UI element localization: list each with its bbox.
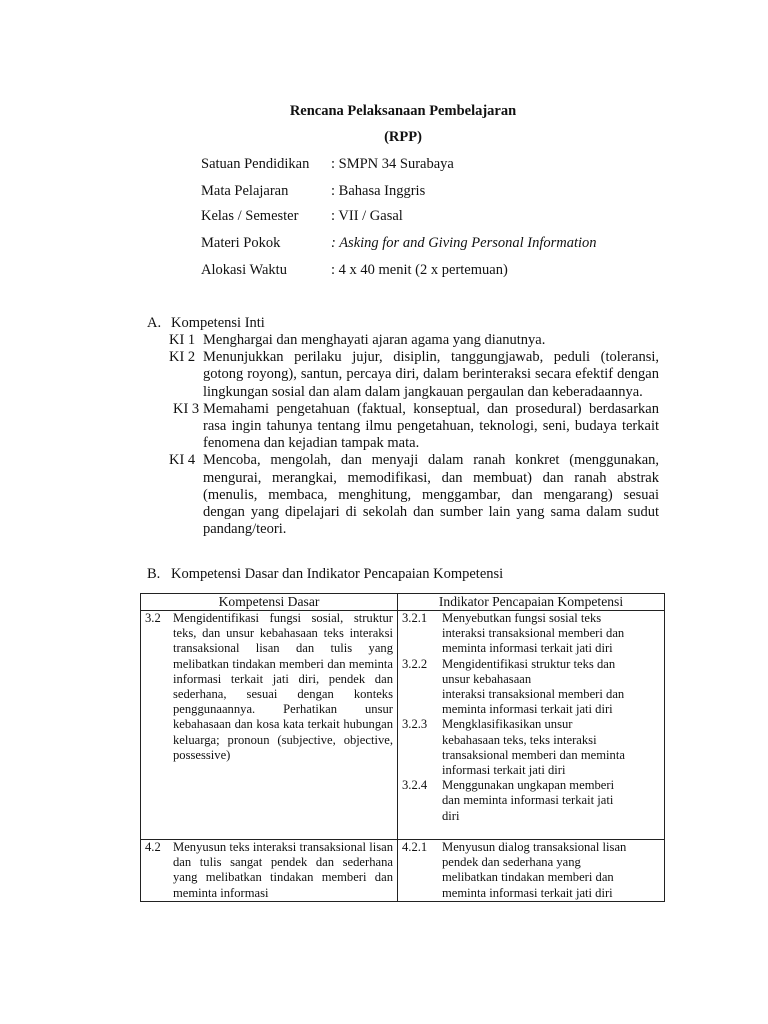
section-letter: A. [147, 315, 162, 331]
indicator-line: Menyusun dialog transaksional lisan [442, 840, 627, 854]
kd-cell [141, 611, 398, 840]
indicator-number: 3.2.1 [402, 611, 428, 625]
info-label: Kelas / Semester [201, 208, 299, 224]
kompetensi-inti-list [147, 332, 659, 538]
ki-item [147, 349, 659, 401]
info-value: : 4 x 40 menit (2 x pertemuan) [331, 262, 508, 278]
indicator-line: transaksional memberi dan meminta [442, 747, 625, 762]
section-title: Kompetensi Dasar dan Indikator Pencapaian Kompetensi [171, 566, 504, 582]
indicator-line: Menggunakan ungkapan memberi [442, 778, 615, 793]
section-b-heading [147, 566, 503, 583]
table-row [141, 611, 665, 840]
indicator-line: pendek dan sederhana yang [442, 855, 581, 870]
indicator-line: Mengklasifikasikan unsur [442, 717, 573, 732]
indicator-line: Mengidentifikasi struktur teks dan [442, 656, 616, 671]
indicator-number: 3.2.2 [402, 656, 428, 671]
ki-item [147, 401, 659, 453]
ki-text: Menghargai dan menghayati ajaran agama yang dianutnya. [203, 332, 546, 348]
indicator-line: meminta informasi terkait jati diri [442, 641, 613, 656]
ki-item [147, 332, 659, 349]
indicator-entry [402, 657, 660, 718]
indicator-entry [402, 840, 660, 901]
indicator-line: interaksi transaksional memberi dan [442, 687, 625, 702]
ki-number: KI 1 [169, 332, 196, 348]
table-header-kd: Kompetensi Dasar [141, 594, 398, 611]
info-label: Mata Pelajaran [201, 183, 289, 199]
indicator-line: meminta informasi terkait jati diri [442, 702, 613, 717]
indicator-cell [398, 840, 665, 902]
document-subtitle: (RPP) [384, 129, 422, 145]
indicator-number: 4.2.1 [402, 840, 428, 854]
indicator-entry [402, 717, 660, 778]
info-label: Materi Pokok [201, 235, 281, 251]
ki-number: KI 2 [169, 349, 196, 366]
info-value: : VII / Gasal [331, 208, 403, 224]
info-value: : SMPN 34 Surabaya [331, 156, 454, 172]
kd-number: 3.2 [145, 611, 161, 625]
indicator-number: 3.2.4 [402, 778, 428, 793]
kd-number: 4.2 [145, 840, 161, 854]
indicator-line: meminta informasi terkait jati diri [442, 885, 613, 900]
ki-number: KI 4 [169, 452, 196, 469]
indicator-line: dan meminta informasi terkait jati [442, 793, 614, 808]
indicator-entry [402, 611, 660, 657]
kd-cell [141, 840, 398, 902]
indicator-line: interaksi transaksional memberi dan [442, 626, 625, 641]
info-value: : Bahasa Inggris [331, 183, 426, 199]
table-header-row [141, 594, 665, 611]
section-title: Kompetensi Inti [171, 315, 265, 331]
indicator-cell [398, 611, 665, 840]
indicator-line: melibatkan tindakan memberi dan [442, 870, 614, 885]
indicator-number: 3.2.3 [402, 717, 428, 732]
kompetensi-table [140, 593, 665, 902]
ki-text: Mencoba, mengolah, dan menyaji dalam ranah konkret (menggunakan, mengurai, merangkai, memodifikasi, dan membuat) dan ranah abstrak (menulis, membaca, menghitung, menggambar, dan mengarang) sesuai dengan yang dipelajari di sekolah dan sumber lain yang sama dalam sudut pandang/teori. [203, 452, 659, 538]
indicator-line: Menyebutkan fungsi sosial teks [442, 611, 602, 625]
section-a-heading [147, 315, 265, 332]
kd-text: Mengidentifikasi fungsi sosial, struktur teks, dan unsur kebahasaan teks interaksi transaksional lisan dan tulis yang melibatkan tindakan memberi dan meminta informasi terkait jati diri, pendek dan sederhana, sesuai dengan konteks penggunaannya. Perhatikan unsur kebahasaan dan kosa kata terkait hubungan keluarga; pronoun (subjective, objective, possessive) [173, 611, 393, 762]
ki-number: KI 3 [173, 400, 200, 417]
indicator-line: informasi terkait jati diri [442, 763, 566, 778]
info-value: : Asking for and Giving Personal Information [331, 235, 597, 251]
indicator-line: unsur kebahasaan [442, 671, 532, 686]
ki-text: Menunjukkan perilaku jujur, disiplin, tanggungjawab, peduli (toleransi, gotong royong), santun, percaya diri, dalam berinteraksi secara efektif dengan lingkungan sosial dan alam dalam jangkauan pergaulan dan keberadaannya. [203, 349, 659, 400]
document-title: Rencana Pelaksanaan Pembelajaran [289, 103, 517, 119]
indicator-entry [402, 778, 660, 824]
info-label: Alokasi Waktu [201, 262, 287, 278]
table-row [141, 840, 665, 902]
indicator-line: kebahasaan teks, teks interaksi [442, 732, 597, 747]
section-letter: B. [147, 566, 161, 582]
kd-text: Menyusun teks interaksi transaksional lisan dan tulis sangat pendek dan sederhana yang melibatkan tindakan memberi dan meminta informasi [173, 840, 393, 900]
info-label: Satuan Pendidikan [201, 156, 310, 172]
kd-entry [145, 611, 393, 763]
ki-text: Memahami pengetahuan (faktual, konseptual, dan prosedural) berdasarkan rasa ingin tahunya tentang ilmu pengetahuan, teknologi, seni, budaya terkait fenomena dan kejadian tampak mata. [203, 400, 659, 452]
kd-entry [145, 840, 393, 901]
ki-item [147, 452, 659, 538]
indicator-line: diri [442, 808, 460, 823]
table-header-indikator: Indikator Pencapaian Kompetensi [398, 594, 665, 611]
